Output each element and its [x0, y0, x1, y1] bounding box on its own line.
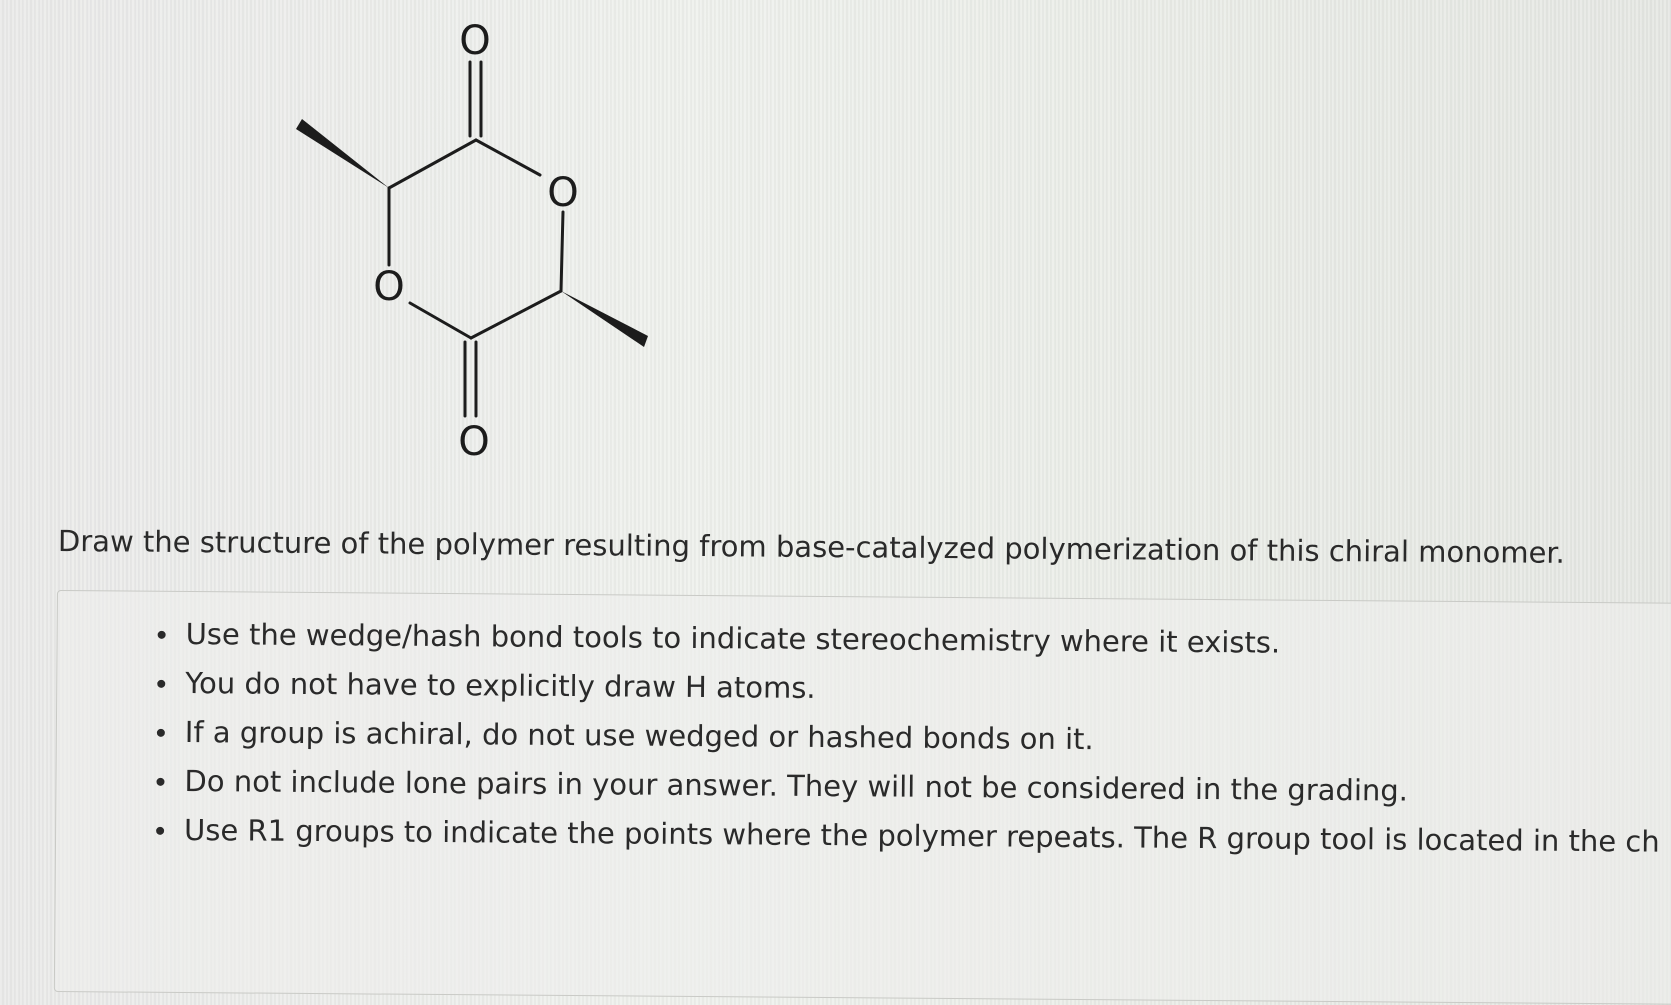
wedge-bond-upper-left: [296, 119, 389, 188]
bullet-icon: [156, 778, 164, 786]
instruction-text: If a group is achiral, do not use wedged or hashed bonds on it.: [184, 715, 1094, 757]
bullet-icon: [157, 680, 165, 688]
instruction-item: [156, 806, 1660, 867]
bond-c1-c2: [389, 140, 476, 188]
bullet-icon: [157, 729, 165, 737]
bullet-icon: [156, 827, 164, 835]
instructions-panel: [54, 590, 1671, 1005]
question-text: Draw the structure of the polymer resulting from base-catalyzed polymerization of this chiral monomer.: [57, 524, 1565, 570]
bond-c3-c4: [471, 291, 561, 338]
wedge-bond-lower-right: [561, 291, 648, 347]
instruction-text: Do not include lone pairs in your answer. They will not be considered in the grading.: [184, 764, 1409, 808]
atom-label-o-ring-left: O: [373, 264, 405, 310]
instruction-text: Use the wedge/hash bond tools to indicate stereochemistry where it exists.: [185, 617, 1281, 660]
bond-c4-o-ring: [561, 212, 563, 291]
bullet-icon: [158, 631, 166, 639]
atom-label-o-ring-right: O: [547, 170, 579, 216]
instruction-text: Use R1 groups to indicate the points where the polymer repeats. The R group tool is located in the ch: [183, 813, 1660, 859]
bond-c1-o-ring: [476, 140, 540, 175]
atom-label-o-bottom: O: [458, 419, 490, 465]
instruction-text: You do not have to explicitly draw H atoms.: [185, 666, 816, 705]
atom-label-o-top: O: [459, 18, 491, 64]
bond-o-ring-c3: [410, 303, 471, 338]
lactide-structure-diagram: [0, 0, 700, 470]
instructions-list: [156, 610, 1662, 867]
